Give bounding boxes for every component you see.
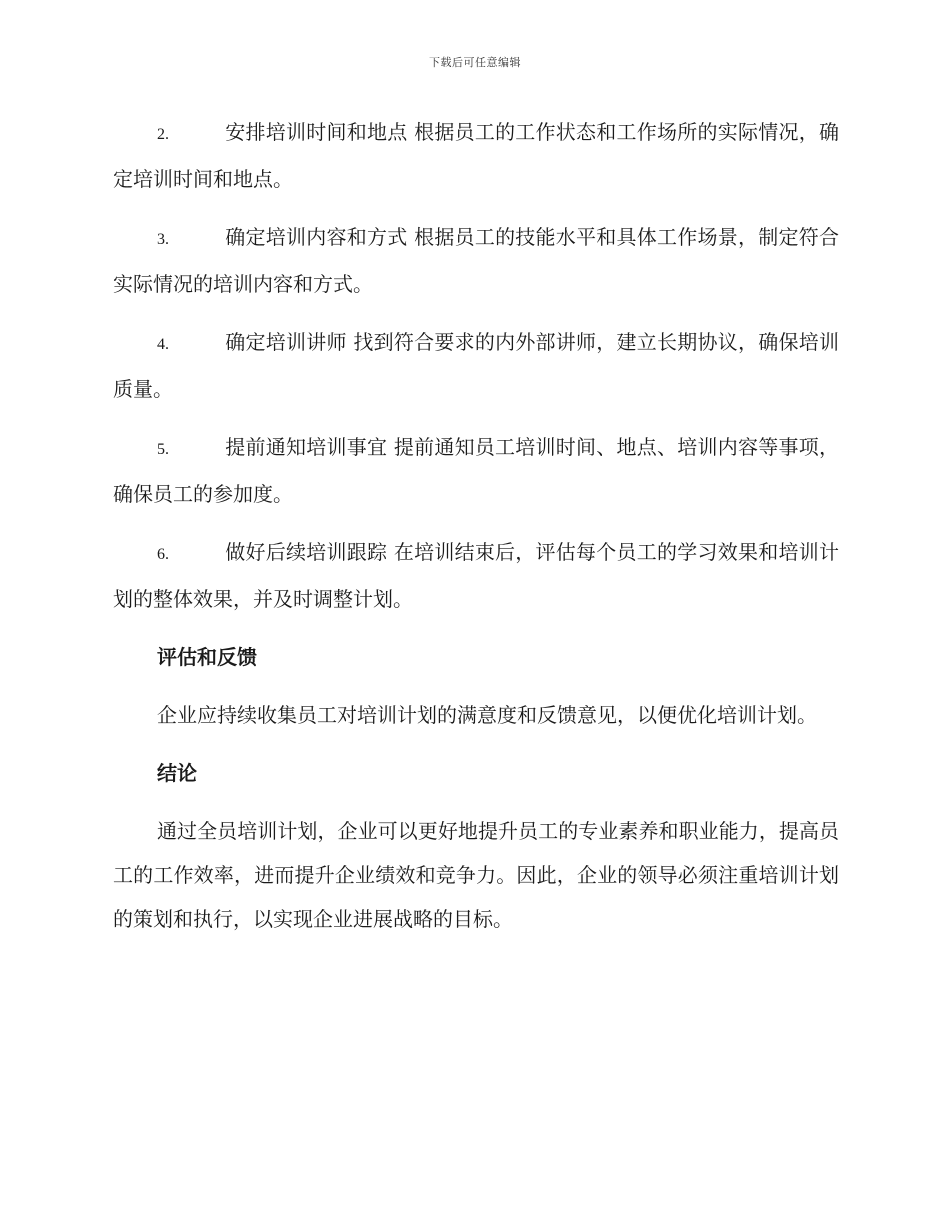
- document-body: [113, 110, 839, 955]
- item-number: 2.: [157, 126, 169, 143]
- section-paragraph-conclusion: 通过全员培训计划，企业可以更好地提升员工的专业素养和职业能力，提高员工的工作效率，进而提升企业绩效和竞争力。因此，企业的领导必须注重培训计划的策划和执行，以实现企业进展战略的目标。: [113, 819, 839, 931]
- section-heading-evaluation: 评估和反馈: [157, 645, 257, 669]
- item-body: 提前通知员工培训时间、地点、培训内容等事项，确保员工的参加度。: [113, 435, 840, 506]
- item-number: 5.: [157, 441, 169, 458]
- list-item: [113, 425, 839, 516]
- list-item: [113, 110, 839, 201]
- item-number: 6.: [157, 546, 169, 563]
- item-title: 做好后续培训跟踪: [225, 540, 388, 564]
- item-body: 找到符合要求的内外部讲师，建立长期协议，确保培训质量。: [113, 330, 840, 401]
- section-heading-conclusion: 结论: [157, 761, 197, 785]
- section-paragraph-evaluation: 企业应持续收集员工对培训计划的满意度和反馈意见，以便优化培训计划。: [157, 703, 817, 727]
- item-body: 根据员工的技能水平和具体工作场景，制定符合实际情况的培训内容和方式。: [113, 225, 840, 296]
- item-number: 3.: [157, 231, 169, 248]
- item-title: 确定培训内容和方式: [225, 225, 408, 249]
- page-header: 下载后可任意编辑: [429, 56, 521, 69]
- list-item: [113, 215, 839, 306]
- item-body: 在培训结束后，评估每个员工的学习效果和培训计划的整体效果，并及时调整计划。: [113, 540, 840, 611]
- item-title: 安排培训时间和地点: [225, 120, 408, 144]
- item-number: 4.: [157, 336, 169, 353]
- list-item: [113, 530, 839, 621]
- item-title: 提前通知培训事宜: [225, 435, 388, 459]
- list-item: [113, 320, 839, 411]
- item-body: 根据员工的工作状态和工作场所的实际情况，确定培训时间和地点。: [113, 120, 840, 191]
- item-title: 确定培训讲师: [225, 330, 347, 354]
